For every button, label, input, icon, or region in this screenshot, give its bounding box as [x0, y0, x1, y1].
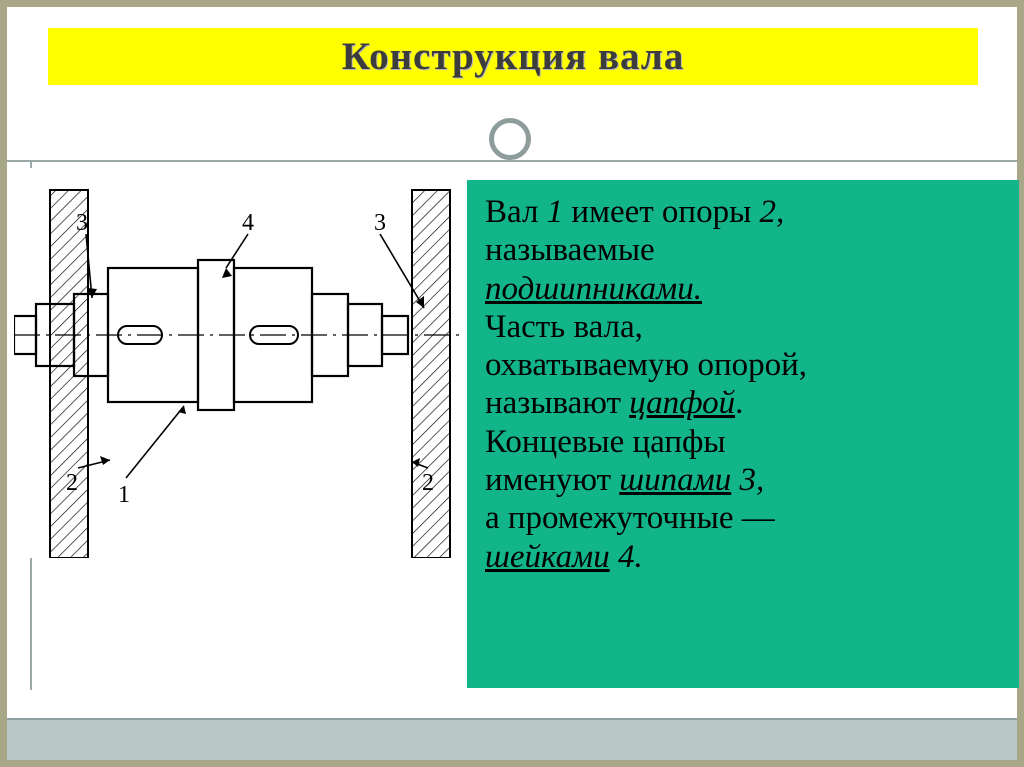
text-segment-italic: 4.: [609, 538, 643, 575]
text-segment-italic: 2,: [759, 194, 785, 230]
title-banner: [48, 28, 978, 85]
slide-frame-bottom: [0, 760, 1024, 767]
text-segment: .: [735, 385, 744, 422]
page-title: Конструкция вала: [341, 35, 685, 78]
text-segment: охватываемую опорой,: [485, 347, 808, 384]
paragraph-7: [485, 424, 1001, 461]
paragraph-9: [485, 500, 1001, 537]
paragraph-10: [485, 539, 1001, 576]
shaft-diagram-svg: [14, 168, 464, 558]
slide-frame-top: [0, 0, 1024, 7]
text-segment: называют: [485, 385, 630, 422]
support-left: [50, 190, 88, 558]
label-shaft: 1: [118, 482, 130, 508]
text-emphasis-necks: шейками: [485, 538, 610, 575]
text-emphasis-journal: цапфой: [629, 385, 736, 422]
text-segment: имеет опоры: [563, 194, 760, 230]
label-right-bottom: 2: [422, 470, 434, 496]
text-segment: именуют: [485, 461, 620, 498]
text-segment: Вал: [485, 194, 547, 230]
label-center-top: 4: [242, 210, 254, 236]
text-segment: Часть вала,: [485, 308, 643, 345]
slide-frame-left: [0, 0, 7, 767]
circle-ornament-icon: [489, 118, 531, 160]
paragraph-2: [485, 232, 1001, 269]
paragraph-4: [485, 309, 1001, 346]
text-emphasis-pins: шипами: [619, 461, 732, 498]
paragraph-8: [485, 462, 1001, 499]
text-segment: называемые: [485, 232, 655, 269]
label-left-top: 3: [76, 210, 88, 236]
slide-footer-band: [7, 718, 1017, 760]
paragraph-3: [485, 271, 1001, 308]
text-segment-italic: 1: [546, 194, 564, 230]
support-right: [412, 190, 450, 558]
paragraph-6: [485, 385, 1001, 422]
paragraph-5: [485, 347, 1001, 384]
text-segment: а промежуточные —: [485, 500, 775, 537]
text-segment: Концевые цапфы: [485, 423, 726, 460]
leader-lines: [78, 234, 428, 478]
text-emphasis-bearings: подшипниками.: [485, 270, 702, 307]
leader-arrowheads: [87, 268, 424, 467]
label-left-bottom: 2: [66, 470, 78, 496]
description-panel: [467, 180, 1019, 688]
text-segment-italic: 3,: [731, 461, 765, 498]
header-divider: [7, 160, 1017, 162]
shaft-diagram: [14, 168, 464, 558]
paragraph-1: [485, 194, 1001, 231]
label-right-top: 3: [374, 210, 386, 236]
